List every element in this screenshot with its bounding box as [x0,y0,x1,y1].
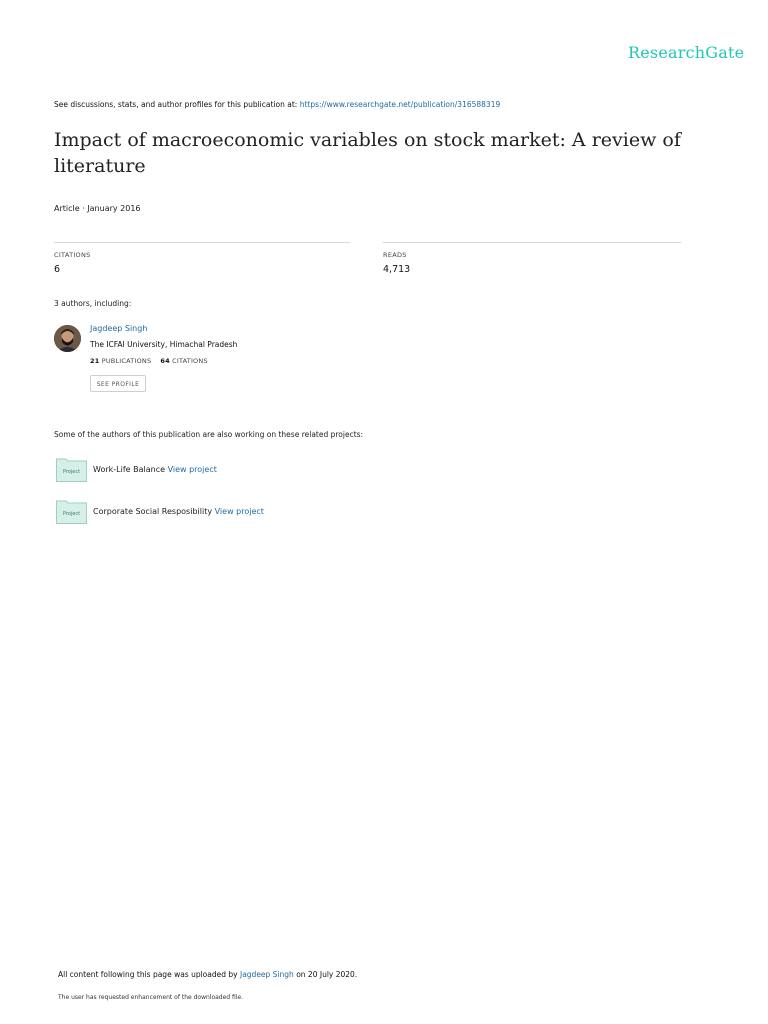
author-publications-count: 21 [90,357,100,365]
author-citations-count: 64 [160,357,170,365]
project-item [56,498,376,526]
publication-url-note [54,100,500,109]
enhancement-note: The user has requested enhancement of the downloaded file. [58,994,244,1001]
citations-divider [54,242,350,243]
researchgate-logo[interactable]: ResearchGate [628,43,745,62]
projects-intro: Some of the authors of this publication are also working on these related projects: [54,430,364,439]
author-institution: The ICFAI University, Himachal Pradesh [90,340,238,349]
uploader-link[interactable]: Jagdeep Singh [239,970,294,979]
upload-note [58,970,357,979]
project-title: Work-Life Balance [93,465,166,474]
author-name-link[interactable]: Jagdeep Singh [90,324,148,333]
project-icon-label: Project [62,511,81,517]
project-folder-icon [56,498,87,524]
publication-title: Impact of macroeconomic variables on stock market: A review of literature [54,129,681,177]
publication-url-link[interactable]: https://www.researchgate.net/publication/316588319 [299,100,501,109]
author-avatar[interactable] [54,325,81,352]
project-title-line [93,465,217,474]
project-icon-label: Project [62,469,81,475]
upload-suffix: on 20 July 2020. [296,970,358,979]
view-project-link[interactable]: View project [214,507,264,516]
author-citations-label: CITATIONS [172,357,208,365]
author-stats [90,357,208,365]
authors-intro: 3 authors, including: [54,299,132,308]
publication-url-prefix: See discussions, stats, and author profiles for this publication at: [54,100,298,109]
author-publications-label: PUBLICATIONS [101,357,152,365]
project-folder-icon [56,456,87,482]
reads-label: READS [383,251,407,259]
upload-prefix: All content following this page was uploaded by [58,970,238,979]
publication-type-date: Article · January 2016 [54,204,141,213]
project-title: Corporate Social Resposibility [93,507,213,516]
reads-divider [383,242,681,243]
citations-value: 6 [54,264,61,275]
reads-value: 4,713 [383,264,411,275]
view-project-link[interactable]: View project [167,465,217,474]
see-profile-button[interactable]: SEE PROFILE [90,375,146,392]
project-item [56,456,356,484]
project-title-line [93,507,264,516]
citations-label: CITATIONS [54,251,91,259]
